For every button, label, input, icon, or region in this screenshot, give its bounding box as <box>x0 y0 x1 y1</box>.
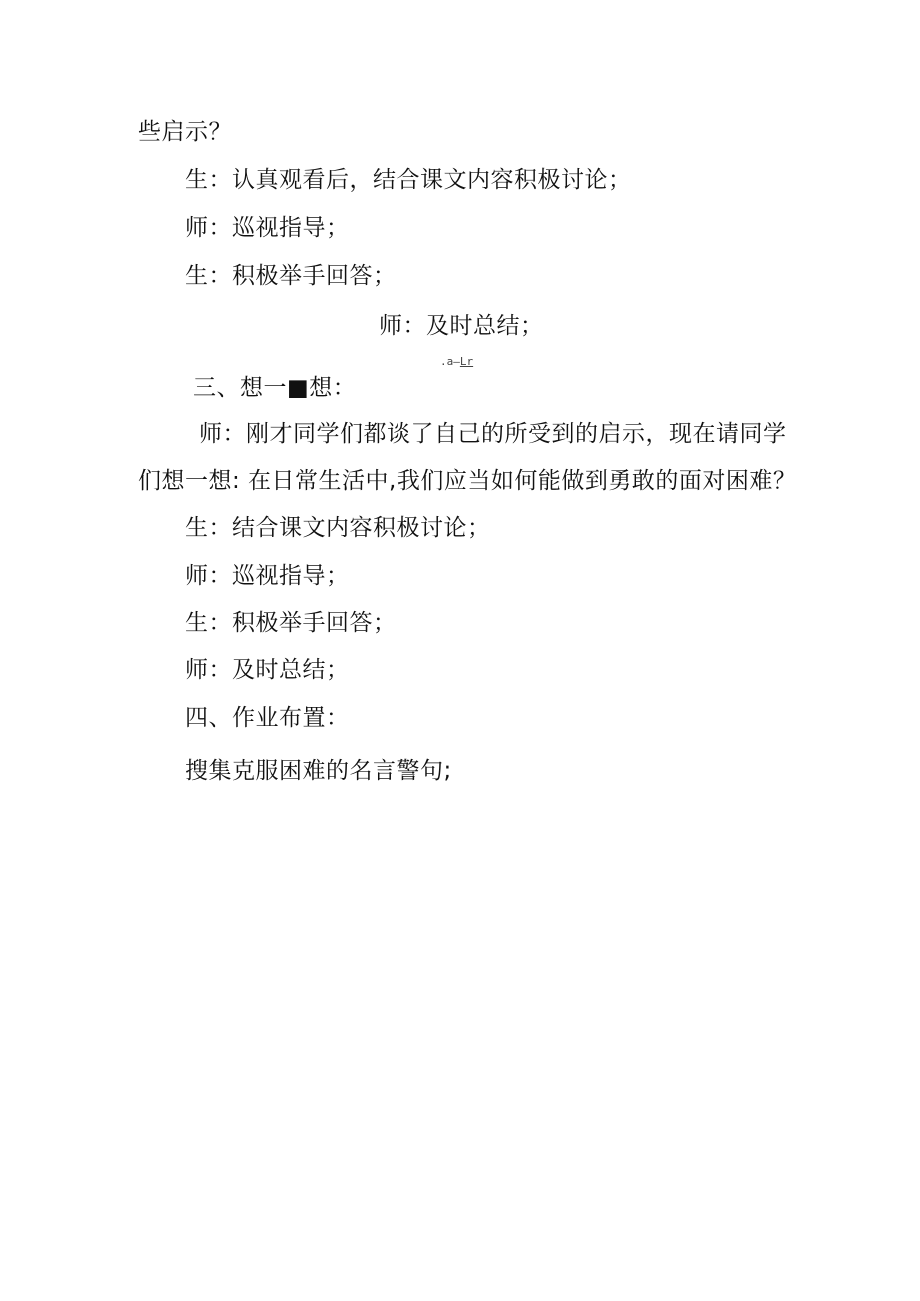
paragraph-line: 师：及时总结； <box>185 657 350 683</box>
paragraph-line: 师：刚才同学们都谈了自己的所受到的启示，现在请同学 <box>199 421 787 447</box>
paragraph-line: 生：积极举手回答； <box>185 263 397 289</box>
paragraph-line: 师：及时总结； <box>379 313 544 339</box>
section-heading: 四、作业布置： <box>185 705 350 731</box>
paragraph-line: 生：结合课文内容积极讨论； <box>185 515 491 541</box>
stray-mark: .a—Lr <box>440 355 474 368</box>
paragraph-line: 师：巡视指导； <box>185 563 350 589</box>
paragraph-line: 生：认真观看后，结合课文内容积极讨论； <box>185 167 632 193</box>
paragraph-line: 师：巡视指导； <box>185 215 350 241</box>
section-heading: 三、想一■想： <box>193 375 357 401</box>
paragraph-line: 搜集克服困难的名言警句; <box>185 758 452 784</box>
paragraph-line: 生：积极举手回答； <box>185 610 397 636</box>
paragraph-line: 些启示？ <box>138 119 232 145</box>
paragraph-line: 们想一想: 在日常生活中,我们应当如何能做到勇敢的面对困难？ <box>138 468 797 494</box>
